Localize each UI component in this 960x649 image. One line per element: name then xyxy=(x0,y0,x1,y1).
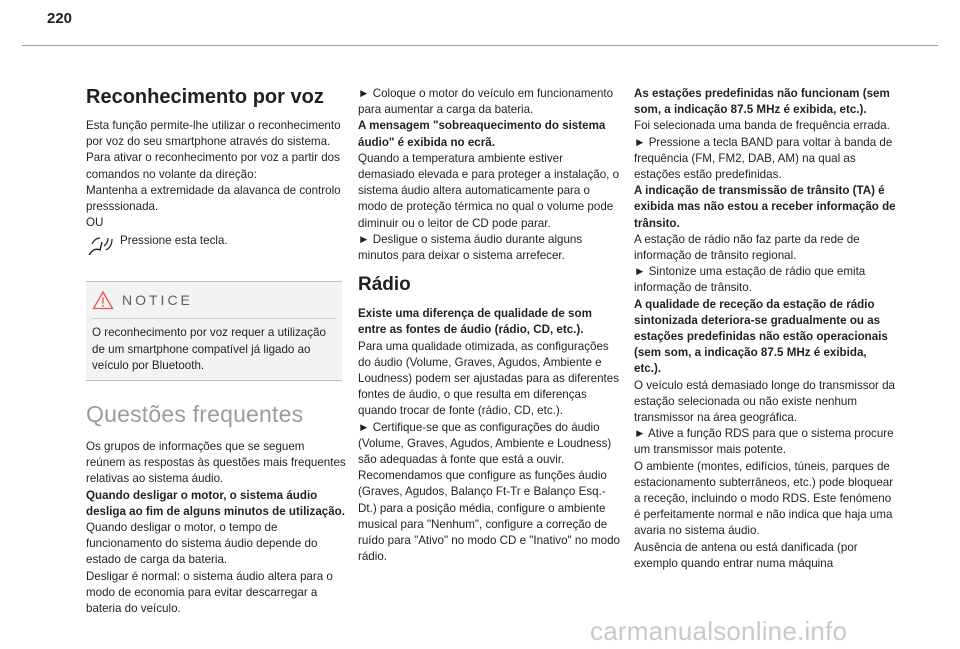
section-title-voice: Reconhecimento por voz xyxy=(86,86,324,108)
voice-press-key: Pressione esta tecla. xyxy=(120,234,228,248)
faq-answer-6: O veículo está demasiado longe do transmissor da estação selecionada ou não existe nenhum transmissor na área geográfica. xyxy=(634,378,896,425)
faq-answer-6d: Ausência de antena ou está danificada (por exemplo quando entrar numa máquina xyxy=(634,540,858,570)
voice-or: OU xyxy=(86,216,104,230)
faq-question-2: A mensagem "sobreaquecimento do sistema áudio" é exibida no ecrã. xyxy=(358,119,606,149)
voice-command-icon xyxy=(86,235,114,259)
notice-text: O reconhecimento por voz requer a utilização de um smartphone compatível já ligado ao veículo por Bluetooth. xyxy=(92,326,326,372)
page-number: 220 xyxy=(47,10,73,27)
faq-question-3: Existe uma diferença de qualidade de som entre as fontes de áudio (rádio, CD, etc.). xyxy=(358,307,592,337)
voice-key-row xyxy=(86,233,346,259)
faq-answer-4b: ► Pressione a tecla BAND para voltar à banda de frequência (FM, FM2, DAB, AM) na qual as estações estão predefinidas. xyxy=(634,135,893,182)
faq-answer-3: Para uma qualidade otimizada, as configurações do áudio (Volume, Graves, Agudos, Ambiente e Loudness) podem ser ajustadas para as diferentes fontes de áudio, o que resulta em diferenças quando trocar de fonte (rádio, CD, etc.). xyxy=(358,339,620,418)
faq-answer-6b: ► Ative a função RDS para que o sistema procure um transmissor mais potente. xyxy=(634,427,894,457)
column-1 xyxy=(86,86,346,617)
notice-title: NOTICE xyxy=(122,292,193,309)
header-rule xyxy=(22,45,938,46)
voice-intro: Esta função permite-lhe utilizar o reconhecimento por voz do seu smartphone através do sistema. xyxy=(86,119,341,149)
warning-icon xyxy=(92,290,114,310)
faq-title: Questões frequentes xyxy=(86,401,304,428)
faq-intro: Os grupos de informações que se seguem reúnem as respostas às questões mais frequentes relativas ao sistema áudio. xyxy=(86,440,346,486)
watermark: carmanualsonline.info xyxy=(590,616,848,646)
faq-answer-5: A estação de rádio não faz parte da rede de informação de trânsito regional. xyxy=(634,232,860,263)
notice-box xyxy=(86,281,342,381)
faq-answer-3b: ► Certifique-se que as configurações do áudio (Volume, Graves, Agudos, Ambiente e Loudness) são adequadas à fonte que está a ouvir. Recomendamos que configure as funções áudio (Graves, Agudos, Balanço Ft-Tr e Balanço Esq.-Dt.) para a posição média, configure o ambiente musical para "Nenhum", configure a correção de ruído para "Ativo" no modo CD e "Inativo" no modo rádio. xyxy=(358,420,621,564)
section-title-radio: Rádio xyxy=(358,274,411,296)
faq-question-1: Quando desligar o motor, o sistema áudio desliga ao fim de alguns minutos de utilização. xyxy=(86,488,345,518)
faq-answer-4: Foi selecionada uma banda de frequência errada. xyxy=(634,119,890,133)
faq-answer-2b: ► Desligue o sistema áudio durante alguns minutos para deixar o sistema arrefecer. xyxy=(358,232,583,263)
faq-answer-1c: ► Coloque o motor do veículo em funcionamento para aumentar a carga da bateria. xyxy=(358,87,614,117)
voice-activate: Para ativar o reconhecimento por voz a partir dos comandos no volante da direção: xyxy=(86,151,340,181)
faq-question-5: A indicação de transmissão de trânsito (TA) é exibida mas não estou a receber informação de trânsito. xyxy=(634,184,896,230)
faq-answer-6c: O ambiente (montes, edifícios, túneis, parques de estacionamento subterrâneos, etc.) pode bloquear a receção, incluindo o modo RDS. Este fenómeno é perfeitamente normal e não indica que haja uma avaria no sistema áudio. xyxy=(634,459,894,538)
faq-answer-1: Quando desligar o motor, o tempo de funcionamento do sistema áudio depende do estado de carga da bateria. xyxy=(86,521,318,567)
faq-question-4: As estações predefinidas não funcionam (sem som, a indicação 87.5 MHz é exibida, etc.). xyxy=(634,87,890,117)
voice-hold: Mantenha a extremidade da alavanca de controlo presssionada. xyxy=(86,183,341,214)
column-3 xyxy=(634,86,896,572)
faq-answer-1b: Desligar é normal: o sistema áudio altera para o modo de economia para evitar descarregar a bateria do veículo. xyxy=(86,569,333,616)
faq-answer-2: Quando a temperatura ambiente estiver demasiado elevada e para proteger a instalação, o sistema áudio altera automaticamente para o modo de proteção térmica no qual o volume pode diminuir ou o leitor de CD pode parar. xyxy=(358,151,620,230)
faq-answer-5b: ► Sintonize uma estação de rádio que emita informação de trânsito. xyxy=(634,265,866,295)
notice-header xyxy=(92,290,336,319)
column-2 xyxy=(358,86,620,565)
faq-question-6: A qualidade de receção da estação de rádio sintonizada deteriora-se gradualmente ou as estações predefinidas não estão operacionais (sem som, a indicação 87.5 MHz é exibida, etc.). xyxy=(634,297,888,376)
